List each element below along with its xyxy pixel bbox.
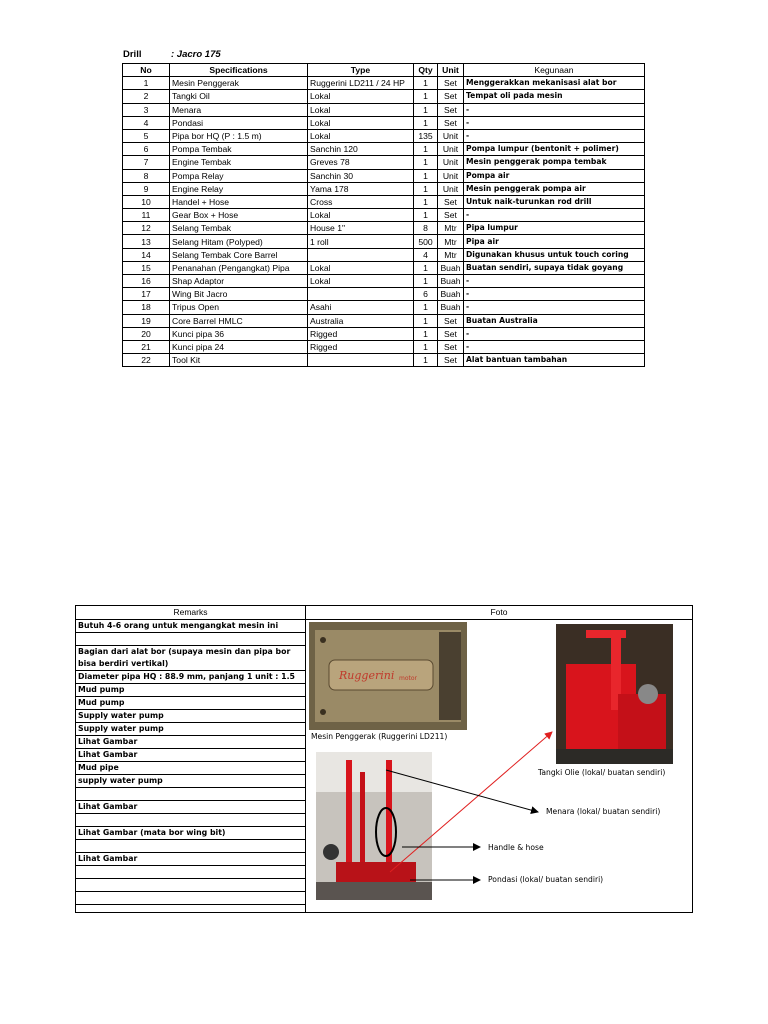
cell-type: Greves 78 <box>308 156 414 169</box>
cell-type: Rigged <box>308 340 414 353</box>
cell-specification: Penanahan (Pengangkat) Pipa <box>170 261 308 274</box>
remark-row <box>76 814 305 827</box>
drill-model: : Jacro 175 <box>171 49 221 60</box>
cell-specification: Core Barrel HMLC <box>170 314 308 327</box>
cell-type <box>308 248 414 261</box>
caption-handle: Handle & hose <box>488 843 544 852</box>
cell-kegunaan: Menggerakkan mekanisasi alat bor <box>464 77 645 90</box>
cell-kegunaan: Pompa lumpur (bentonit + polimer) <box>464 143 645 156</box>
cell-type <box>308 354 414 367</box>
cell-qty: 1 <box>414 169 438 182</box>
cell-no: 4 <box>123 116 170 129</box>
cell-qty: 1 <box>414 340 438 353</box>
cell-specification: Gear Box + Hose <box>170 209 308 222</box>
caption-tank: Tangki Olie (lokal/ buatan sendiri) <box>538 768 666 777</box>
table-row <box>123 90 645 103</box>
cell-no: 16 <box>123 275 170 288</box>
remark-row: Mud pipe <box>76 762 305 775</box>
cell-unit: Buah <box>438 301 464 314</box>
caption-tower: Menara (lokal/ buatan sendiri) <box>546 807 661 816</box>
table-row <box>123 143 645 156</box>
cell-specification: Menara <box>170 103 308 116</box>
engine-brand-text: Ruggerini <box>339 669 395 682</box>
cell-kegunaan: Tempat oli pada mesin <box>464 90 645 103</box>
cell-specification: Tangki Oil <box>170 90 308 103</box>
table-row <box>123 182 645 195</box>
remark-row: Lihat Gambar <box>76 853 305 866</box>
cell-qty: 1 <box>414 156 438 169</box>
cell-kegunaan: Pipa air <box>464 235 645 248</box>
cell-type: Lokal <box>308 116 414 129</box>
specifications-table <box>122 63 645 367</box>
cell-qty: 1 <box>414 143 438 156</box>
cell-qty: 1 <box>414 301 438 314</box>
cell-kegunaan: - <box>464 129 645 142</box>
cell-no: 10 <box>123 195 170 208</box>
cell-no: 7 <box>123 156 170 169</box>
cell-no: 17 <box>123 288 170 301</box>
table-row <box>123 327 645 340</box>
cell-unit: Unit <box>438 182 464 195</box>
cell-unit: Set <box>438 209 464 222</box>
cell-unit: Mtr <box>438 235 464 248</box>
cell-specification: Engine Tembak <box>170 156 308 169</box>
cell-specification: Pompa Relay <box>170 169 308 182</box>
cell-qty: 1 <box>414 182 438 195</box>
cell-type: Sanchin 30 <box>308 169 414 182</box>
remark-row: Mud pump <box>76 697 305 710</box>
cell-type: Cross <box>308 195 414 208</box>
col-header-kegunaan: Kegunaan <box>464 64 645 77</box>
cell-unit: Set <box>438 116 464 129</box>
cell-type: Sanchin 120 <box>308 143 414 156</box>
table-row <box>123 195 645 208</box>
col-header-type: Type <box>308 64 414 77</box>
cell-qty: 1 <box>414 314 438 327</box>
cell-unit: Set <box>438 314 464 327</box>
cell-unit: Unit <box>438 143 464 156</box>
col-header-unit: Unit <box>438 64 464 77</box>
cell-unit: Buah <box>438 275 464 288</box>
col-header-qty: Qty <box>414 64 438 77</box>
cell-type: Yama 178 <box>308 182 414 195</box>
remark-row <box>76 840 305 853</box>
cell-no: 1 <box>123 77 170 90</box>
cell-unit: Set <box>438 327 464 340</box>
cell-specification: Tool Kit <box>170 354 308 367</box>
table-row <box>123 261 645 274</box>
caption-pondasi: Pondasi (lokal/ buatan sendiri) <box>488 875 604 884</box>
cell-kegunaan: - <box>464 301 645 314</box>
cell-unit: Mtr <box>438 248 464 261</box>
cell-kegunaan: Mesin penggerak pompa air <box>464 182 645 195</box>
cell-qty: 135 <box>414 129 438 142</box>
remark-row <box>76 866 305 879</box>
cell-qty: 8 <box>414 222 438 235</box>
table-row <box>123 209 645 222</box>
cell-no: 9 <box>123 182 170 195</box>
cell-unit: Buah <box>438 261 464 274</box>
cell-qty: 1 <box>414 261 438 274</box>
cell-specification: Pipa bor HQ (P : 1.5 m) <box>170 129 308 142</box>
engine-brand-suffix: motor <box>399 675 418 682</box>
remark-row <box>76 892 305 905</box>
cell-type <box>308 288 414 301</box>
drill-label: Drill <box>123 49 142 60</box>
arrow-to-tower <box>386 770 538 812</box>
table-row <box>123 235 645 248</box>
cell-no: 22 <box>123 354 170 367</box>
remark-row: supply water pump <box>76 775 305 788</box>
remarks-list <box>76 620 305 905</box>
table-row <box>123 301 645 314</box>
cell-type: Ruggerini LD211 / 24 HP <box>308 77 414 90</box>
table-row <box>123 129 645 142</box>
cell-kegunaan: - <box>464 116 645 129</box>
cell-kegunaan: - <box>464 209 645 222</box>
cell-kegunaan: - <box>464 103 645 116</box>
cell-no: 12 <box>123 222 170 235</box>
cell-type: Lokal <box>308 103 414 116</box>
cell-specification: Pompa Tembak <box>170 143 308 156</box>
col-header-no: No <box>123 64 170 77</box>
foto-header: Foto <box>490 607 508 617</box>
cell-type: Lokal <box>308 209 414 222</box>
drill-header <box>123 49 221 60</box>
cell-kegunaan: Mesin penggerak pompa tembak <box>464 156 645 169</box>
cell-specification: Engine Relay <box>170 182 308 195</box>
col-header-specifications: Specifications <box>170 64 308 77</box>
cell-no: 19 <box>123 314 170 327</box>
cell-qty: 1 <box>414 90 438 103</box>
table-row <box>123 354 645 367</box>
cell-unit: Set <box>438 195 464 208</box>
table-row <box>123 156 645 169</box>
table-row <box>123 340 645 353</box>
cell-no: 3 <box>123 103 170 116</box>
remark-row: Mud pump <box>76 684 305 697</box>
cell-unit: Buah <box>438 288 464 301</box>
remark-row <box>76 633 305 646</box>
cell-kegunaan: - <box>464 275 645 288</box>
table-row <box>123 103 645 116</box>
cell-specification: Shap Adaptor <box>170 275 308 288</box>
cell-unit: Mtr <box>438 222 464 235</box>
cell-qty: 1 <box>414 209 438 222</box>
cell-qty: 1 <box>414 275 438 288</box>
cell-kegunaan: Pipa lumpur <box>464 222 645 235</box>
table-row <box>123 116 645 129</box>
cell-specification: Kunci pipa 24 <box>170 340 308 353</box>
cell-kegunaan: Digunakan khusus untuk touch coring <box>464 248 645 261</box>
cell-qty: 1 <box>414 327 438 340</box>
cell-specification: Tripus Open <box>170 301 308 314</box>
cell-no: 21 <box>123 340 170 353</box>
cell-qty: 1 <box>414 116 438 129</box>
cell-specification: Mesin Penggerak <box>170 77 308 90</box>
cell-qty: 1 <box>414 77 438 90</box>
table-row <box>123 222 645 235</box>
cell-qty: 500 <box>414 235 438 248</box>
cell-type: 1 roll <box>308 235 414 248</box>
cell-qty: 1 <box>414 195 438 208</box>
cell-qty: 6 <box>414 288 438 301</box>
cell-no: 11 <box>123 209 170 222</box>
remark-row <box>76 788 305 801</box>
cell-qty: 1 <box>414 354 438 367</box>
cell-qty: 1 <box>414 103 438 116</box>
cell-unit: Set <box>438 103 464 116</box>
remark-row: Supply water pump <box>76 723 305 736</box>
remark-row: Bagian dari alat bor (supaya mesin dan pipa bor bisa berdiri vertikal) <box>76 646 305 671</box>
remark-row: Lihat Gambar (mata bor wing bit) <box>76 827 305 840</box>
remark-row: Diameter pipa HQ : 88.9 mm, panjang 1 unit : 1.5 <box>76 671 305 684</box>
cell-type: Asahi <box>308 301 414 314</box>
cell-no: 13 <box>123 235 170 248</box>
cell-no: 5 <box>123 129 170 142</box>
cell-specification: Selang Tembak Core Barrel <box>170 248 308 261</box>
table-row <box>123 169 645 182</box>
cell-unit: Unit <box>438 156 464 169</box>
cell-specification: Kunci pipa 36 <box>170 327 308 340</box>
cell-unit: Unit <box>438 129 464 142</box>
remark-row <box>76 879 305 892</box>
remark-row: Supply water pump <box>76 710 305 723</box>
table-row <box>123 288 645 301</box>
table-row <box>123 248 645 261</box>
cell-unit: Set <box>438 340 464 353</box>
table-row <box>123 77 645 90</box>
cell-type: Lokal <box>308 129 414 142</box>
cell-kegunaan: Pompa air <box>464 169 645 182</box>
cell-kegunaan: Buatan sendiri, supaya tidak goyang <box>464 261 645 274</box>
remark-row: Butuh 4-6 orang untuk mengangkat mesin ini <box>76 620 305 633</box>
cell-no: 14 <box>123 248 170 261</box>
cell-kegunaan: Alat bantuan tambahan <box>464 354 645 367</box>
cell-type: Lokal <box>308 275 414 288</box>
cell-specification: Selang Tembak <box>170 222 308 235</box>
cell-unit: Set <box>438 90 464 103</box>
remarks-header: Remarks <box>173 607 208 617</box>
cell-kegunaan: Untuk naik-turunkan rod drill <box>464 195 645 208</box>
cell-type: Australia <box>308 314 414 327</box>
cell-unit: Set <box>438 77 464 90</box>
cell-no: 6 <box>123 143 170 156</box>
caption-engine: Mesin Penggerak (Ruggerini LD211) <box>311 732 448 741</box>
remark-row: Lihat Gambar <box>76 736 305 749</box>
cell-no: 8 <box>123 169 170 182</box>
cell-kegunaan: - <box>464 288 645 301</box>
cell-specification: Wing Bit Jacro <box>170 288 308 301</box>
cell-specification: Handel + Hose <box>170 195 308 208</box>
cell-unit: Set <box>438 354 464 367</box>
cell-kegunaan: Buatan Australia <box>464 314 645 327</box>
table-row <box>123 275 645 288</box>
cell-type: Lokal <box>308 90 414 103</box>
cell-specification: Selang Hitam (Polyped) <box>170 235 308 248</box>
cell-no: 18 <box>123 301 170 314</box>
table-row <box>123 314 645 327</box>
cell-no: 20 <box>123 327 170 340</box>
cell-type: House 1" <box>308 222 414 235</box>
cell-kegunaan: - <box>464 340 645 353</box>
remark-row: Lihat Gambar <box>76 749 305 762</box>
remark-row: Lihat Gambar <box>76 801 305 814</box>
cell-qty: 4 <box>414 248 438 261</box>
cell-no: 2 <box>123 90 170 103</box>
cell-unit: Unit <box>438 169 464 182</box>
cell-type: Rigged <box>308 327 414 340</box>
cell-type: Lokal <box>308 261 414 274</box>
table-header-row <box>123 64 645 77</box>
cell-no: 15 <box>123 261 170 274</box>
cell-specification: Pondasi <box>170 116 308 129</box>
cell-kegunaan: - <box>464 327 645 340</box>
